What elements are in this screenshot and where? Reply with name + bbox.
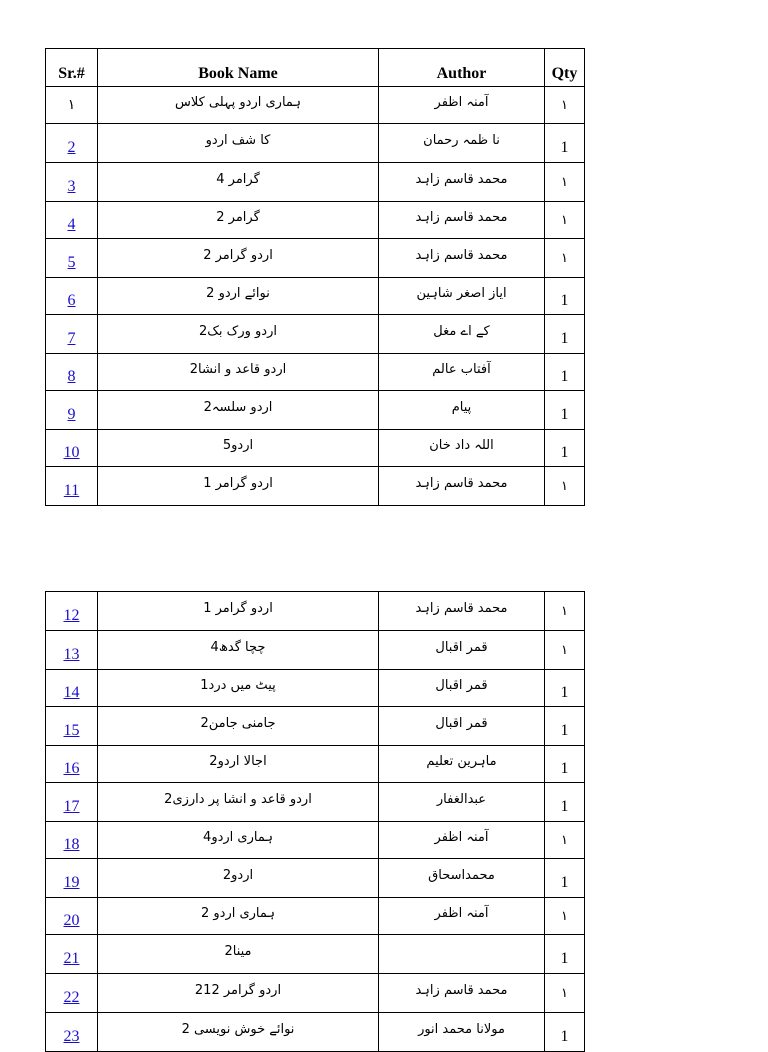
author-name: نا ظمہ رحمان xyxy=(423,132,500,148)
qty-value: 1 xyxy=(560,368,569,385)
qty-value: 1 xyxy=(560,330,569,347)
qty-cell xyxy=(545,354,585,391)
author-cell xyxy=(379,783,545,822)
table-row xyxy=(46,315,585,354)
book-name: اجالا اردو2 xyxy=(209,753,267,769)
book-name-cell xyxy=(98,670,379,707)
book-name: کا شف اردو xyxy=(205,132,271,148)
book-name-cell xyxy=(98,430,379,467)
author-cell xyxy=(379,124,545,163)
table-row xyxy=(46,783,585,822)
sr-cell xyxy=(46,202,98,239)
author-name: محمد قاسم زاہد xyxy=(415,475,508,491)
author-cell xyxy=(379,163,545,202)
book-name-cell xyxy=(98,1013,379,1052)
book-name-cell xyxy=(98,87,379,124)
qty-value: ١ xyxy=(561,213,568,228)
book-name-cell xyxy=(98,467,379,506)
sr-cell xyxy=(46,391,98,430)
book-table-2 xyxy=(45,591,585,1052)
qty-value: 1 xyxy=(560,1028,569,1045)
table-row xyxy=(46,592,585,631)
book-name: اردو5 xyxy=(222,437,254,453)
qty-cell xyxy=(545,1013,585,1052)
author-name: آمنہ اظفر xyxy=(434,829,489,845)
qty-cell xyxy=(545,239,585,278)
qty-value: ١ xyxy=(561,643,568,658)
book-name: اردو قاعد و انشا2 xyxy=(189,361,287,377)
sr-link[interactable]: 12 xyxy=(63,607,80,624)
sr-link[interactable]: 5 xyxy=(67,254,76,271)
author-cell xyxy=(379,822,545,859)
table-row xyxy=(46,1013,585,1052)
book-name-cell xyxy=(98,935,379,974)
author-name: آفتاب عالم xyxy=(432,361,491,377)
sr-link[interactable]: 2 xyxy=(67,139,76,156)
book-name-cell xyxy=(98,239,379,278)
author-name: محمد قاسم زاہد xyxy=(415,982,508,998)
book-table-1 xyxy=(45,48,585,506)
table-row xyxy=(46,746,585,783)
qty-value: 1 xyxy=(560,798,569,815)
table-row xyxy=(46,391,585,430)
author-name: عبدالغفار xyxy=(436,791,487,807)
sr-link[interactable]: 16 xyxy=(63,760,80,777)
table-row xyxy=(46,631,585,670)
author-name: محمد قاسم زاہد xyxy=(415,600,508,616)
sr-cell xyxy=(46,974,98,1013)
table-row xyxy=(46,859,585,898)
book-name: اردو گرامر 1 xyxy=(203,475,273,491)
table-row xyxy=(46,822,585,859)
book-name-cell xyxy=(98,974,379,1013)
sr-cell xyxy=(46,87,98,124)
table-row xyxy=(46,898,585,935)
author-name: پيام xyxy=(451,399,472,415)
author-name: مولانا محمد انور xyxy=(418,1021,505,1037)
author-name: اللہ داد خان xyxy=(429,437,494,453)
book-name-cell xyxy=(98,631,379,670)
qty-value: ١ xyxy=(561,604,568,619)
table-row xyxy=(46,354,585,391)
sr-number: ١ xyxy=(67,98,76,113)
sr-cell xyxy=(46,1013,98,1052)
book-name-cell xyxy=(98,315,379,354)
author-cell xyxy=(379,278,545,315)
qty-cell xyxy=(545,467,585,506)
qty-value: 1 xyxy=(560,292,569,309)
book-name-cell xyxy=(98,746,379,783)
author-name: محمد قاسم زاہد xyxy=(415,247,508,263)
qty-value: ١ xyxy=(561,479,568,494)
table-row xyxy=(46,467,585,506)
author-cell xyxy=(379,935,545,974)
sr-link[interactable]: 13 xyxy=(63,646,80,663)
qty-cell xyxy=(545,278,585,315)
author-name: محمد قاسم زاہد xyxy=(415,209,508,225)
sr-cell xyxy=(46,278,98,315)
qty-cell xyxy=(545,746,585,783)
author-name: محمداسحاق xyxy=(428,867,495,883)
author-cell xyxy=(379,391,545,430)
qty-value: ١ xyxy=(561,909,568,924)
sr-cell xyxy=(46,898,98,935)
table-row xyxy=(46,124,585,163)
book-name: اردو قاعد و انشا پر دارزی2 xyxy=(164,791,312,807)
qty-cell xyxy=(545,898,585,935)
header-sr: Sr.# xyxy=(46,49,98,87)
sr-cell xyxy=(46,707,98,746)
author-cell xyxy=(379,670,545,707)
header-qty: Qty xyxy=(545,49,585,87)
author-cell xyxy=(379,631,545,670)
qty-value: 1 xyxy=(560,950,569,967)
sr-cell xyxy=(46,822,98,859)
author-cell xyxy=(379,354,545,391)
sr-cell xyxy=(46,124,98,163)
qty-value: ١ xyxy=(561,251,568,266)
qty-value: ١ xyxy=(561,98,568,113)
qty-value: 1 xyxy=(560,444,569,461)
author-cell xyxy=(379,707,545,746)
qty-cell xyxy=(545,87,585,124)
table-row xyxy=(46,202,585,239)
table-row xyxy=(46,163,585,202)
qty-cell xyxy=(545,163,585,202)
book-name: مينا2 xyxy=(224,943,252,959)
sr-link[interactable]: 17 xyxy=(63,798,80,815)
book-name: چچا گدھ4 xyxy=(210,639,266,655)
book-name-cell xyxy=(98,592,379,631)
sr-link[interactable]: 14 xyxy=(63,684,80,701)
book-name-cell xyxy=(98,163,379,202)
sr-link[interactable]: 4 xyxy=(67,216,76,233)
qty-value: 1 xyxy=(560,406,569,423)
book-name: ہماری اردو4 xyxy=(203,829,273,845)
book-name: اردو گرامر 1 xyxy=(203,600,273,616)
sr-link[interactable]: 15 xyxy=(63,722,80,739)
sr-link[interactable]: 3 xyxy=(67,178,76,195)
sr-cell xyxy=(46,163,98,202)
author-cell xyxy=(379,467,545,506)
qty-value: 1 xyxy=(560,684,569,701)
author-cell xyxy=(379,202,545,239)
author-name: ماہرين تعليم xyxy=(426,753,497,769)
sr-link[interactable]: 22 xyxy=(63,989,80,1006)
table-header-row xyxy=(46,49,585,87)
table-row xyxy=(46,239,585,278)
sr-cell xyxy=(46,315,98,354)
book-name: جامنی جامن2 xyxy=(200,715,276,731)
qty-cell xyxy=(545,783,585,822)
qty-value: 1 xyxy=(560,139,569,156)
sr-cell xyxy=(46,935,98,974)
sr-link[interactable]: 21 xyxy=(63,950,80,967)
qty-cell xyxy=(545,935,585,974)
qty-cell xyxy=(545,859,585,898)
sr-link[interactable]: 10 xyxy=(63,444,80,461)
book-name-cell xyxy=(98,202,379,239)
author-cell xyxy=(379,592,545,631)
qty-cell xyxy=(545,315,585,354)
author-cell xyxy=(379,430,545,467)
header-book-name: Book Name xyxy=(98,49,379,87)
author-name: محمد قاسم زاہد xyxy=(415,171,508,187)
book-name-cell xyxy=(98,391,379,430)
author-name: قمر اقبال xyxy=(435,677,488,693)
qty-value: ١ xyxy=(561,986,568,1001)
qty-cell xyxy=(545,670,585,707)
qty-cell xyxy=(545,631,585,670)
book-name-cell xyxy=(98,124,379,163)
book-name-cell xyxy=(98,354,379,391)
qty-cell xyxy=(545,124,585,163)
sr-cell xyxy=(46,783,98,822)
qty-cell xyxy=(545,707,585,746)
sr-cell xyxy=(46,239,98,278)
author-cell xyxy=(379,1013,545,1052)
table-row xyxy=(46,430,585,467)
sr-cell xyxy=(46,354,98,391)
book-name: نوائے خوش نويسی 2 xyxy=(181,1021,295,1037)
sr-link[interactable]: 7 xyxy=(67,330,76,347)
book-name: پيٹ ميں درد1 xyxy=(200,677,276,693)
book-name: گرامر 2 xyxy=(216,209,260,225)
table-row xyxy=(46,935,585,974)
qty-value: 1 xyxy=(560,722,569,739)
sr-link[interactable]: 18 xyxy=(63,836,80,853)
qty-cell xyxy=(545,592,585,631)
sr-link[interactable]: 23 xyxy=(63,1028,80,1045)
sr-cell xyxy=(46,670,98,707)
sr-link[interactable]: 19 xyxy=(63,874,80,891)
sr-cell xyxy=(46,746,98,783)
author-cell xyxy=(379,746,545,783)
table-row xyxy=(46,87,585,124)
book-name: گرامر 4 xyxy=(216,171,260,187)
table-row xyxy=(46,707,585,746)
qty-cell xyxy=(545,974,585,1013)
book-name-cell xyxy=(98,707,379,746)
book-name-cell xyxy=(98,898,379,935)
author-name: اياز اصغر شاہين xyxy=(416,285,507,301)
table-row xyxy=(46,974,585,1013)
qty-value: ١ xyxy=(561,833,568,848)
author-name: کے اے مغل xyxy=(433,323,490,339)
table-row xyxy=(46,278,585,315)
author-cell xyxy=(379,974,545,1013)
sr-link[interactable]: 9 xyxy=(67,406,76,423)
sr-cell xyxy=(46,859,98,898)
book-name-cell xyxy=(98,278,379,315)
author-name: قمر اقبال xyxy=(435,715,488,731)
author-cell xyxy=(379,87,545,124)
book-name: ہماری اردو پہلی کلاس xyxy=(174,94,302,110)
qty-cell xyxy=(545,202,585,239)
author-cell xyxy=(379,898,545,935)
book-name: اردو سلسہ2 xyxy=(203,399,273,415)
book-name: اردو گرامر 2 xyxy=(203,247,273,263)
sr-cell xyxy=(46,430,98,467)
table-row xyxy=(46,670,585,707)
header-author: Author xyxy=(379,49,545,87)
book-name: اردو گرامر 212 xyxy=(194,982,282,998)
sr-link[interactable]: 8 xyxy=(67,368,76,385)
book-name: اردو ورک بک2 xyxy=(199,323,277,339)
book-name-cell xyxy=(98,822,379,859)
book-name: اردو2 xyxy=(222,867,254,883)
qty-value: ١ xyxy=(561,175,568,190)
author-name: آمنہ اظفر xyxy=(434,94,489,110)
qty-value: 1 xyxy=(560,874,569,891)
author-cell xyxy=(379,239,545,278)
sr-link[interactable]: 6 xyxy=(67,292,76,309)
sr-link[interactable]: 11 xyxy=(63,482,80,499)
qty-value: 1 xyxy=(560,760,569,777)
author-name: آمنہ اظفر xyxy=(434,905,489,921)
sr-cell xyxy=(46,592,98,631)
qty-cell xyxy=(545,430,585,467)
book-name: ہماری اردو 2 xyxy=(200,905,276,921)
book-name-cell xyxy=(98,859,379,898)
author-name: قمر اقبال xyxy=(435,639,488,655)
author-cell xyxy=(379,859,545,898)
qty-cell xyxy=(545,391,585,430)
author-cell xyxy=(379,315,545,354)
sr-link[interactable]: 20 xyxy=(63,912,80,929)
book-name: نوائے اردو 2 xyxy=(206,285,270,301)
sr-cell xyxy=(46,631,98,670)
qty-cell xyxy=(545,822,585,859)
sr-cell xyxy=(46,467,98,506)
book-name-cell xyxy=(98,783,379,822)
